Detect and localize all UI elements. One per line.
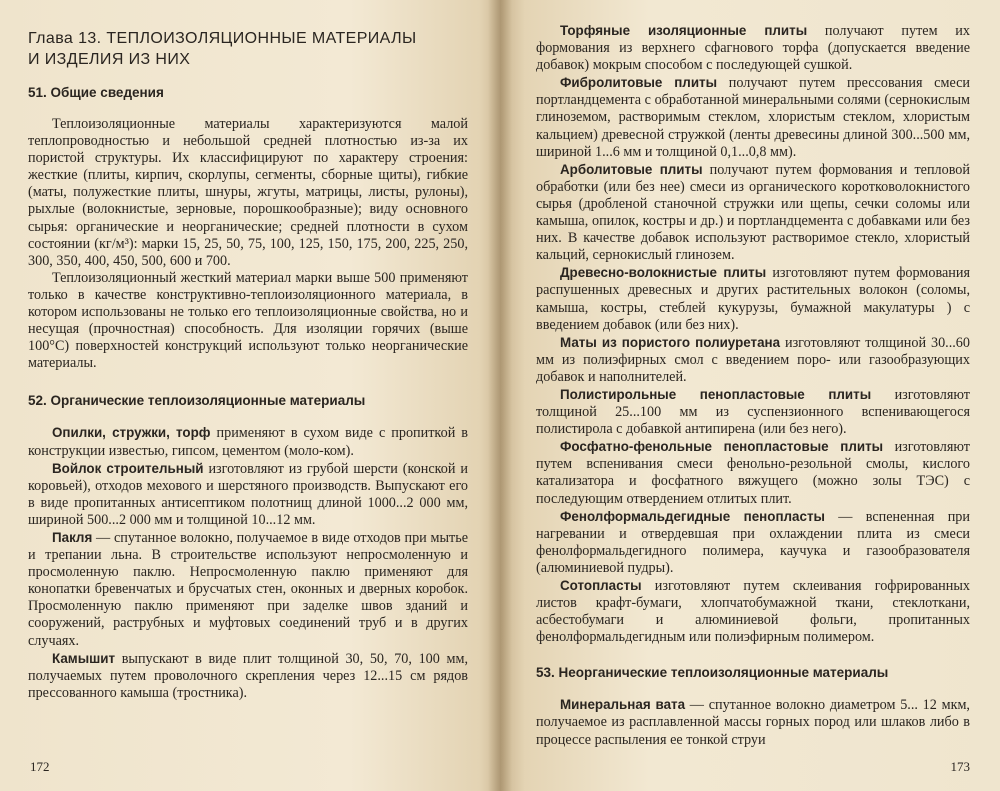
term-tow: Пакля — [52, 529, 93, 545]
paragraph-tow — [28, 529, 468, 650]
term-peat: Торфяные изоляционные плиты — [560, 23, 808, 38]
term-polyurethane: Маты из пористого полиуретана — [560, 334, 781, 350]
paragraph-arbolite — [536, 161, 970, 265]
term-phosphate-phenolic: Фосфатно-фенольные пенопластовые плиты — [560, 439, 884, 455]
section-heading-52: 52. Органические теплоизоляционные материалы — [28, 393, 366, 409]
right-page — [500, 0, 1000, 791]
term-polystyrene: Полистирольные пенопластовые плиты — [560, 386, 872, 402]
text-polystyrene: изготовляют толщиной 25...100 мм из суспензионного вспенивающегося полистирола с добавкой антипирена (или без него). — [536, 386, 970, 438]
text-felt: изготовляют из грубой шерсти (конской и коровьей), отходов мехового и шерстяного производств. Выпускают его в виде пропитанных антисептиком полотнищ длиной 1000...2 000 мм, шириной 500...2 000 мм и толщиной 10...12 мм. — [28, 460, 468, 528]
paragraph-fibrolite — [536, 74, 970, 160]
text-tow: — спутанное волокно, получаемое в виде отходов при мытье и трепании льна. В строительстве используют непросмоленную и просмоленную паклю. Непросмоленную паклю применяют для конопатки бревенчатых и брусчатых стен, оконных и дверных коробок. Просмоленную паклю применяют при заделке швов зданий и сооружений, раструбных и муфтовых соединений труб и в других случаях. — [28, 529, 468, 649]
text-mineral-wool: — спутанное волокно диаметром 5... 12 мкм, получаемое из расплавленной массы горных пород или шлаков либо в процессе распыления ее тонкой струи — [536, 697, 970, 748]
text-fiberboard: изготовляют путем формования распушенных древесных и других растительных волокон (соломы, камыша, костры, стеблей кукурузы, бумажной макулатуры ) с введением добавок (или без них). — [536, 265, 970, 333]
text-fibrolite: получают путем прессования смеси портландцемента с обработанной минеральными солями (сернокислым глиноземом, растворимым стеклом, хлористым стеклом, хлористым кальцием) древесной стружкой (ленты древесины длиной 300...500 мм, шириной 1...6 мм и толщиной 0,1...0,8 мм). — [536, 75, 970, 160]
paragraph-general-2: Теплоизоляционный жесткий материал марки выше 500 применяют только в качестве конструктивно-теплоизоляционного материала, в котором использованы не только его теплоизоляционные свойства, но и несущая (прочностная) способность. Для изоляции горячих (выше 100°С) поверхностей конструкций используют только неорганические материалы. — [28, 269, 468, 372]
text-sawdust: применяют в сухом виде с пропиткой в конструкции известью, гипсом, цементом (моло-ком). — [28, 425, 469, 459]
term-fibrolite: Фибролитовые плиты — [560, 75, 718, 91]
chapter-title-line2: И ИЗДЕЛИЯ ИЗ НИХ — [28, 51, 191, 68]
term-felt: Войлок строительный — [52, 460, 204, 476]
text-polyurethane: изготовляют толщиной 30...60 мм из полиэфирных смол с введением поро- или газообразующих добавок и наполнителей. — [536, 334, 970, 385]
paragraph-fiberboard — [536, 264, 970, 333]
term-arbolite: Арболитовые плиты — [560, 161, 703, 177]
term-honeycomb: Сотопласты — [560, 578, 642, 593]
term-phenol-formaldehyde: Фенолформальдегидные пенопласты — [560, 508, 825, 524]
paragraph-felt — [28, 460, 468, 529]
text-reed: выпускают в виде плит толщиной 30, 50, 70, 100 мм, получаемых путем проволочного скрепления через 12...15 см рядов прессованного камыша (тростника). — [28, 650, 468, 701]
term-sawdust: Опилки, стружки, торф — [52, 425, 211, 441]
page-number-left: 172 — [30, 759, 50, 774]
section-heading-51: 51. Общие сведения — [28, 85, 164, 100]
paragraph-peat — [536, 22, 970, 74]
term-fiberboard: Древесно-волокнистые плиты — [560, 265, 767, 281]
paragraph-polystyrene — [536, 386, 970, 438]
text-peat: получают путем их формования из верхнего сфагнового торфа (допускается введение добавок) мокрым способом с последующей сушкой. — [536, 23, 970, 74]
chapter-title-line1: Глава 13. ТЕПЛОИЗОЛЯЦИОННЫЕ МАТЕРИАЛЫ — [28, 30, 417, 47]
paragraph-polyurethane — [536, 334, 970, 386]
paragraph-sawdust — [28, 424, 468, 459]
paragraph-mineral-wool — [536, 696, 970, 748]
term-mineral-wool: Минеральная вата — [560, 697, 686, 713]
paragraph-honeycomb — [536, 577, 970, 646]
text-honeycomb: изготовляют путем склеивания гофрированных листов крафт-бумаги, хлопчатобумажной ткани, стеклоткани, асбестобумаги и алюминиевой фольги, пропитанных фенолформальдегидным или полиэфирным полимером. — [536, 578, 970, 646]
section-heading-53: 53. Неорганические теплоизоляционные материалы — [536, 665, 889, 681]
text-phosphate-phenolic: изготовляют путем вспенивания смеси фенольно-резольной смолы, кислого катализатора и фосфатного вяжущего (можно золы ТЭС) с последующим отвердением отлитых плит. — [536, 439, 970, 507]
term-reed: Камышит — [52, 650, 116, 666]
paragraph-phenol-formaldehyde — [536, 508, 970, 577]
page-number-right: 173 — [950, 759, 970, 774]
chapter-title — [28, 28, 468, 70]
text-phenol-formaldehyde: — вспененная при нагревании и отвердевшая при охлаждении плита из смеси фенолформальдегидного полимера, каучука и газообразователя (алюминиевой пудры). — [536, 508, 970, 576]
paragraph-reed — [28, 650, 468, 702]
paragraph-general-1: Теплоизоляционные материалы характеризуются малой теплопроводностью и небольшой средней плотностью из-за их пористой структуры. Их классифицируют по характеру строения: жесткие (плиты, кирпич, скорлупы, сегменты, сборные щиты), гибкие (маты, полужесткие плиты, шнуры, жгуты, матрицы, листы, рулоны), рыхлые (волокнистые, зерновые, порошкообразные); виду основного сырья: органические и неорганические; средней плотности в сухом состоянии (кг/м³): марки 15, 25, 50, 75, 100, 125, 150, 175, 200, 225, 250, 300, 350, 400, 450, 500, 600 и 700. — [28, 116, 468, 269]
text-arbolite: получают путем формования и тепловой обработки (или без нее) смеси из органического коротковолокнистого сырья (дробленой станочной стружки или щепы, сечки соломы или камыша, опилок, костры и др.) и портландцемента с добавками или без них. В качестве добавок используют растворимое стекло, хлористый кальций, сернокислый глинозем. — [536, 161, 970, 264]
paragraph-phosphate-phenolic — [536, 438, 970, 507]
